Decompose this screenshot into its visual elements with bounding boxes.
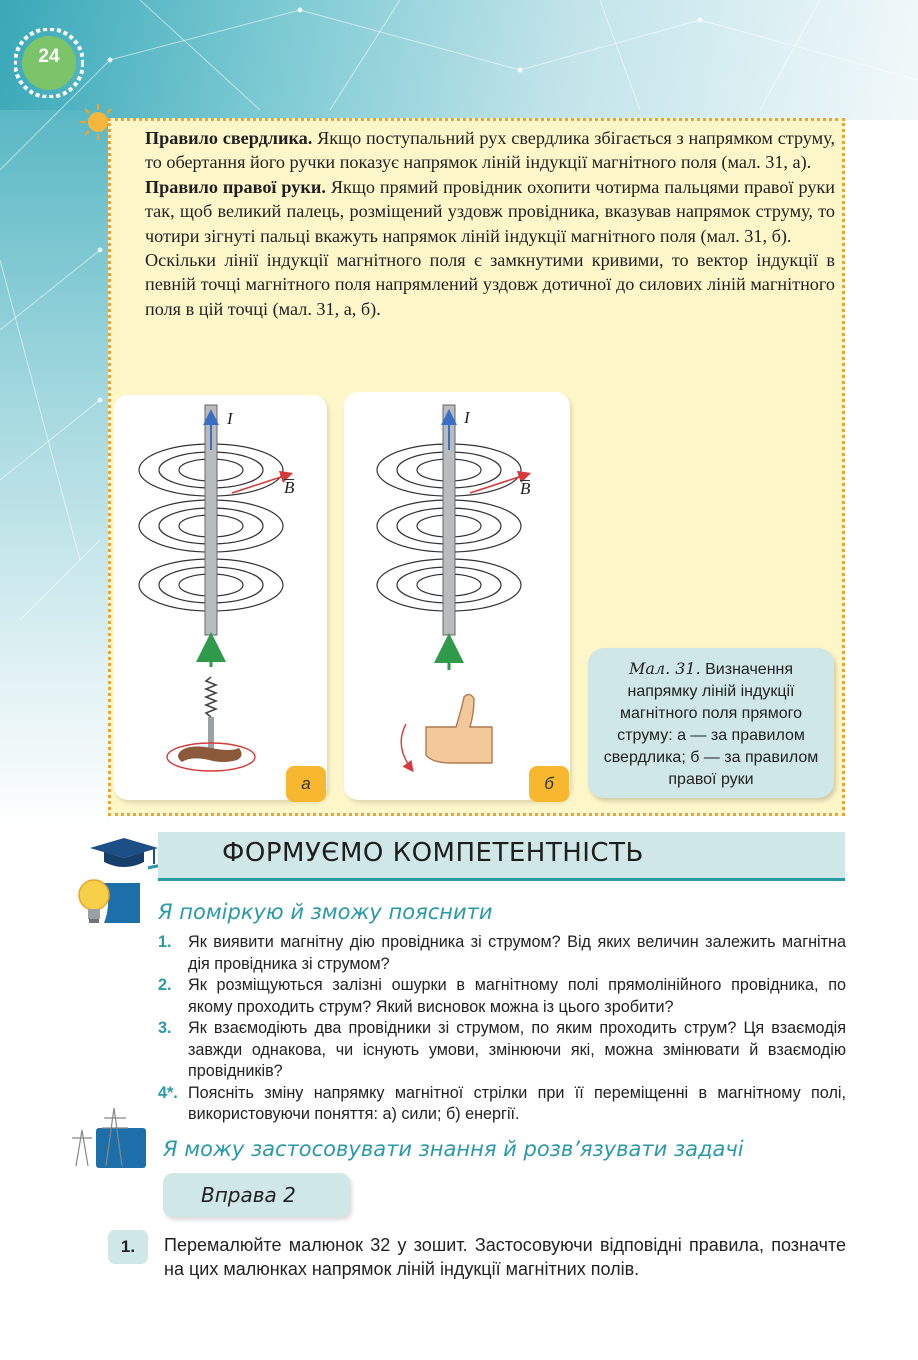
task-number: 1. (108, 1230, 148, 1264)
rule-right-hand-text: Якщо прямий провідник охопити чотирма пальцями правої руки так, щоб великий палець, розміщений уздовж провідника, вказував напрямок струму, то чотири зігнуті пальці вкажуть напрямок ліній індукції магнітного поля (мал. 31, б). (145, 176, 836, 246)
figure-caption (588, 648, 834, 798)
question-number: 2. (158, 976, 172, 994)
question-text: Як виявити магнітну дію провідника зі струмом? Від яких величин залежить магнітна дія провідника зі струмом? (188, 933, 846, 973)
list-item (158, 975, 846, 1018)
current-label-a: I (227, 409, 233, 428)
exercise-tab: Вправа 2 (163, 1173, 350, 1217)
current-label-b: I (464, 408, 470, 427)
list-item (158, 932, 846, 975)
figure-a-drawing (114, 395, 327, 800)
light-bulb-icon (74, 873, 144, 933)
task-text: Перемалюйте малюнок 32 у зошит. Застосовуючи відповідні правила, позначте на цих малюнках напрямок ліній індукції магнітних полів. (164, 1235, 846, 1279)
field-label-b: B (520, 479, 531, 498)
page-number: 24 (38, 46, 60, 67)
question-text: Поясніть зміну напрямку магнітної стрілки при її переміщенні в магнітному полі, використовуючи поняття: а) сили; б) енергії. (188, 1083, 846, 1123)
list-item (158, 1083, 846, 1126)
question-number: 1. (158, 933, 172, 951)
power-tower-icon (70, 1104, 150, 1170)
rule-drill-text: Якщо поступальний рух свердлика збігається з напрямком струму, то обертання його ручки показує напрямок ліній індукції магнітного поля (мал. 31, а). (145, 128, 835, 173)
question-text: Як взаємодіють два провідники зі струмом, по яким проходить струм? Ця взаємодія завжди однакова, чи існують умови, змінюючи які, можна змінювати й взаємодію провідників? (188, 1019, 846, 1080)
section-title: ФОРМУЄМО КОМПЕТЕНТНІСТЬ (222, 838, 644, 868)
rule-right-hand-title: Правило правої руки. (145, 176, 326, 197)
question-list (158, 932, 846, 1126)
figure-b-drawing (344, 392, 570, 800)
question-text: Як розміщуються залізні ошурки в магнітному полі прямолінійного провідника, по якому проходить струм? Який висновок можна із цього зробити? (188, 976, 846, 1016)
rule-drill-title: Правило свердлика. (145, 128, 313, 148)
field-label-a: B (284, 478, 295, 497)
question-number: 4*. (158, 1083, 178, 1102)
rule-conclusion-text: Оскільки лінії індукції магнітного поля є замкнутими кривими, то вектор індукції в певній точці магнітного поля напрямлений уздовж дотичної до силових ліній магнітного поля в цій точці (мал. 31, а, б). (145, 250, 835, 319)
figure-b-tag: б (529, 766, 569, 802)
figure-b-panel (344, 392, 570, 800)
caption-text: Визначення напрямку ліній індукції магнітного поля прямого струму: а — за правилом свердлика; б — за правилом правої руки (603, 661, 819, 788)
subsection-apply-heading: Я можу застосовувати знання й розв’язувати задачі (163, 1137, 744, 1161)
figure-a-tag: а (286, 766, 326, 802)
question-number: 3. (158, 1019, 172, 1037)
list-item (158, 1018, 846, 1083)
figure-a-panel (114, 395, 327, 800)
subsection-explain-heading: Я поміркую й зможу пояснити (158, 900, 493, 924)
rule-text (145, 126, 835, 321)
caption-label: Мал. 31. (628, 659, 701, 678)
